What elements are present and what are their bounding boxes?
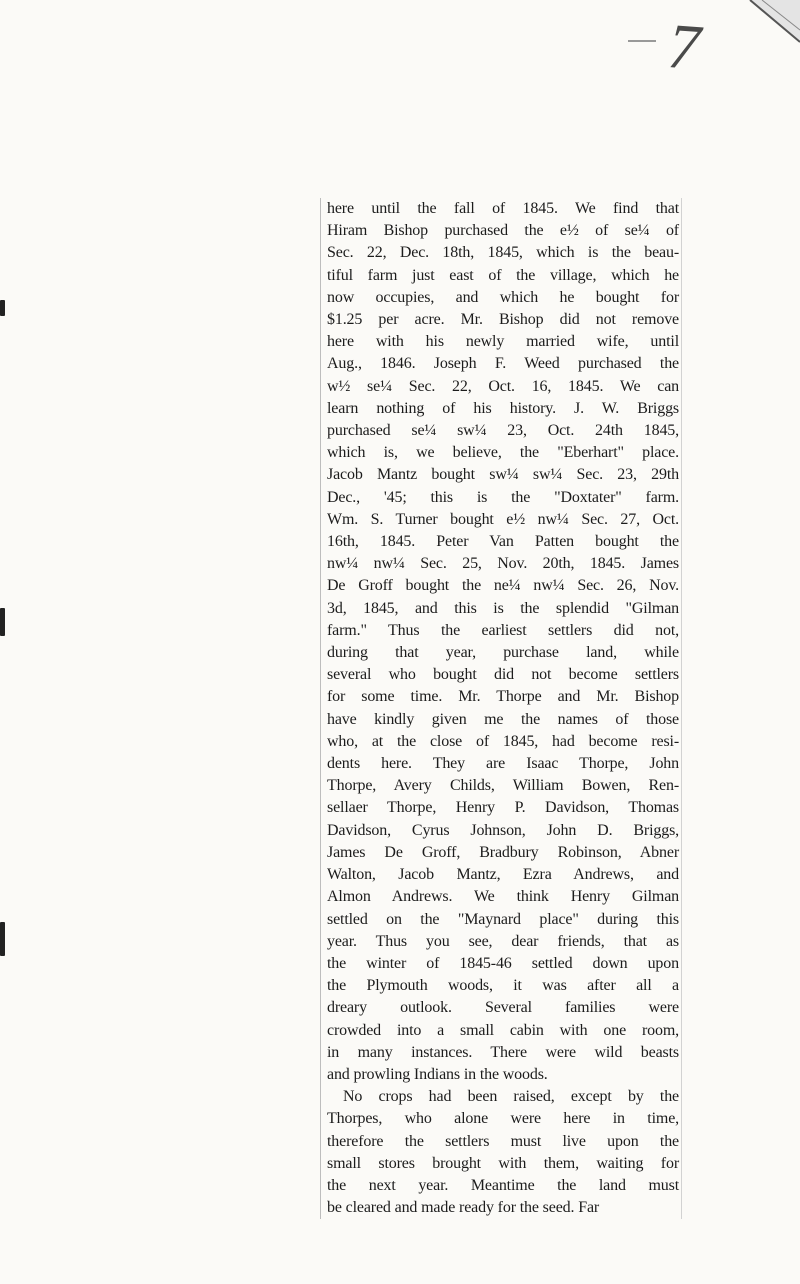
text-line: dents here. They are Isaac Thorpe, John <box>327 755 679 773</box>
text-line: Sec. 22, Dec. 18th, 1845, which is the beau- <box>327 244 679 262</box>
binding-mark <box>0 608 5 636</box>
text-line: purchased se¼ sw¼ 23, Oct. 24th 1845, <box>327 422 679 440</box>
text-line: Jacob Mantz bought sw¼ sw¼ Sec. 23, 29th <box>327 466 679 484</box>
text-line: Hiram Bishop purchased the e½ of se¼ of <box>327 222 679 240</box>
text-line: dreary outlook. Several families were <box>327 999 679 1017</box>
text-line: Thorpes, who alone were here in time, <box>327 1110 679 1128</box>
text-line: farm." Thus the earliest settlers did not, <box>327 621 679 639</box>
page-number-dash <box>628 40 656 42</box>
text-line: settled on the "Maynard place" during this <box>327 910 679 928</box>
text-line: No crops had been raised, except by the <box>343 1088 679 1106</box>
text-line: here with his newly married wife, until <box>327 333 679 351</box>
text-line: have kindly given me the names of those <box>327 710 679 728</box>
text-line: year. Thus you see, dear friends, that as <box>327 932 679 950</box>
text-line: Walton, Jacob Mantz, Ezra Andrews, and <box>327 866 679 884</box>
text-line: be cleared and made ready for the seed. Far <box>327 1199 600 1217</box>
text-line: Aug., 1846. Joseph F. Weed purchased the <box>327 355 679 373</box>
binding-mark <box>0 922 5 956</box>
text-line: Thorpe, Avery Childs, William Bowen, Ren- <box>327 777 679 795</box>
text-line: and prowling Indians in the woods. <box>327 1065 548 1083</box>
text-line: Davidson, Cyrus Johnson, John D. Briggs, <box>327 821 679 839</box>
text-line: small stores brought with them, waiting for <box>327 1154 679 1172</box>
text-line: De Groff bought the ne¼ nw¼ Sec. 26, Nov. <box>327 577 679 595</box>
text-line: the winter of 1845-46 settled down upon <box>327 954 679 972</box>
text-line: during that year, purchase land, while <box>327 644 679 662</box>
text-line: tiful farm just east of the village, which he <box>327 266 679 284</box>
text-line: nw¼ nw¼ Sec. 25, Nov. 20th, 1845. James <box>327 555 679 573</box>
text-line: 3d, 1845, and this is the splendid "Gilman <box>327 599 679 617</box>
text-line: w½ se¼ Sec. 22, Oct. 16, 1845. We can <box>327 377 679 395</box>
text-line: Almon Andrews. We think Henry Gilman <box>327 888 679 906</box>
text-line: learn nothing of his history. J. W. Briggs <box>327 399 679 417</box>
text-line: now occupies, and which he bought for <box>327 288 679 306</box>
text-line: the Plymouth woods, it was after all a <box>327 977 679 995</box>
page-number: 7 <box>665 9 703 84</box>
text-line: $1.25 per acre. Mr. Bishop did not remove <box>327 311 679 329</box>
text-line: sellaer Thorpe, Henry P. Davidson, Thomas <box>327 799 679 817</box>
page-corner-fold <box>740 0 800 50</box>
text-line: crowded into a small cabin with one room, <box>327 1021 679 1039</box>
text-line: 16th, 1845. Peter Van Patten bought the <box>327 533 679 551</box>
text-line: James De Groff, Bradbury Robinson, Abner <box>327 843 679 861</box>
article-column <box>320 198 682 1219</box>
text-line: who, at the close of 1845, had become resi- <box>327 732 679 750</box>
text-line: which is, we believe, the "Eberhart" place. <box>327 444 679 462</box>
text-line: in many instances. There were wild beasts <box>327 1043 679 1061</box>
text-line: Dec., '45; this is the "Doxtater" farm. <box>327 488 679 506</box>
text-line: for some time. Mr. Thorpe and Mr. Bishop <box>327 688 679 706</box>
text-line: therefore the settlers must live upon the <box>327 1132 679 1150</box>
binding-mark <box>0 300 5 316</box>
text-line: Wm. S. Turner bought e½ nw¼ Sec. 27, Oct. <box>327 510 679 528</box>
text-line: here until the fall of 1845. We find that <box>327 200 679 217</box>
text-line: several who bought did not become settlers <box>327 666 679 684</box>
text-line: the next year. Meantime the land must <box>327 1176 679 1194</box>
